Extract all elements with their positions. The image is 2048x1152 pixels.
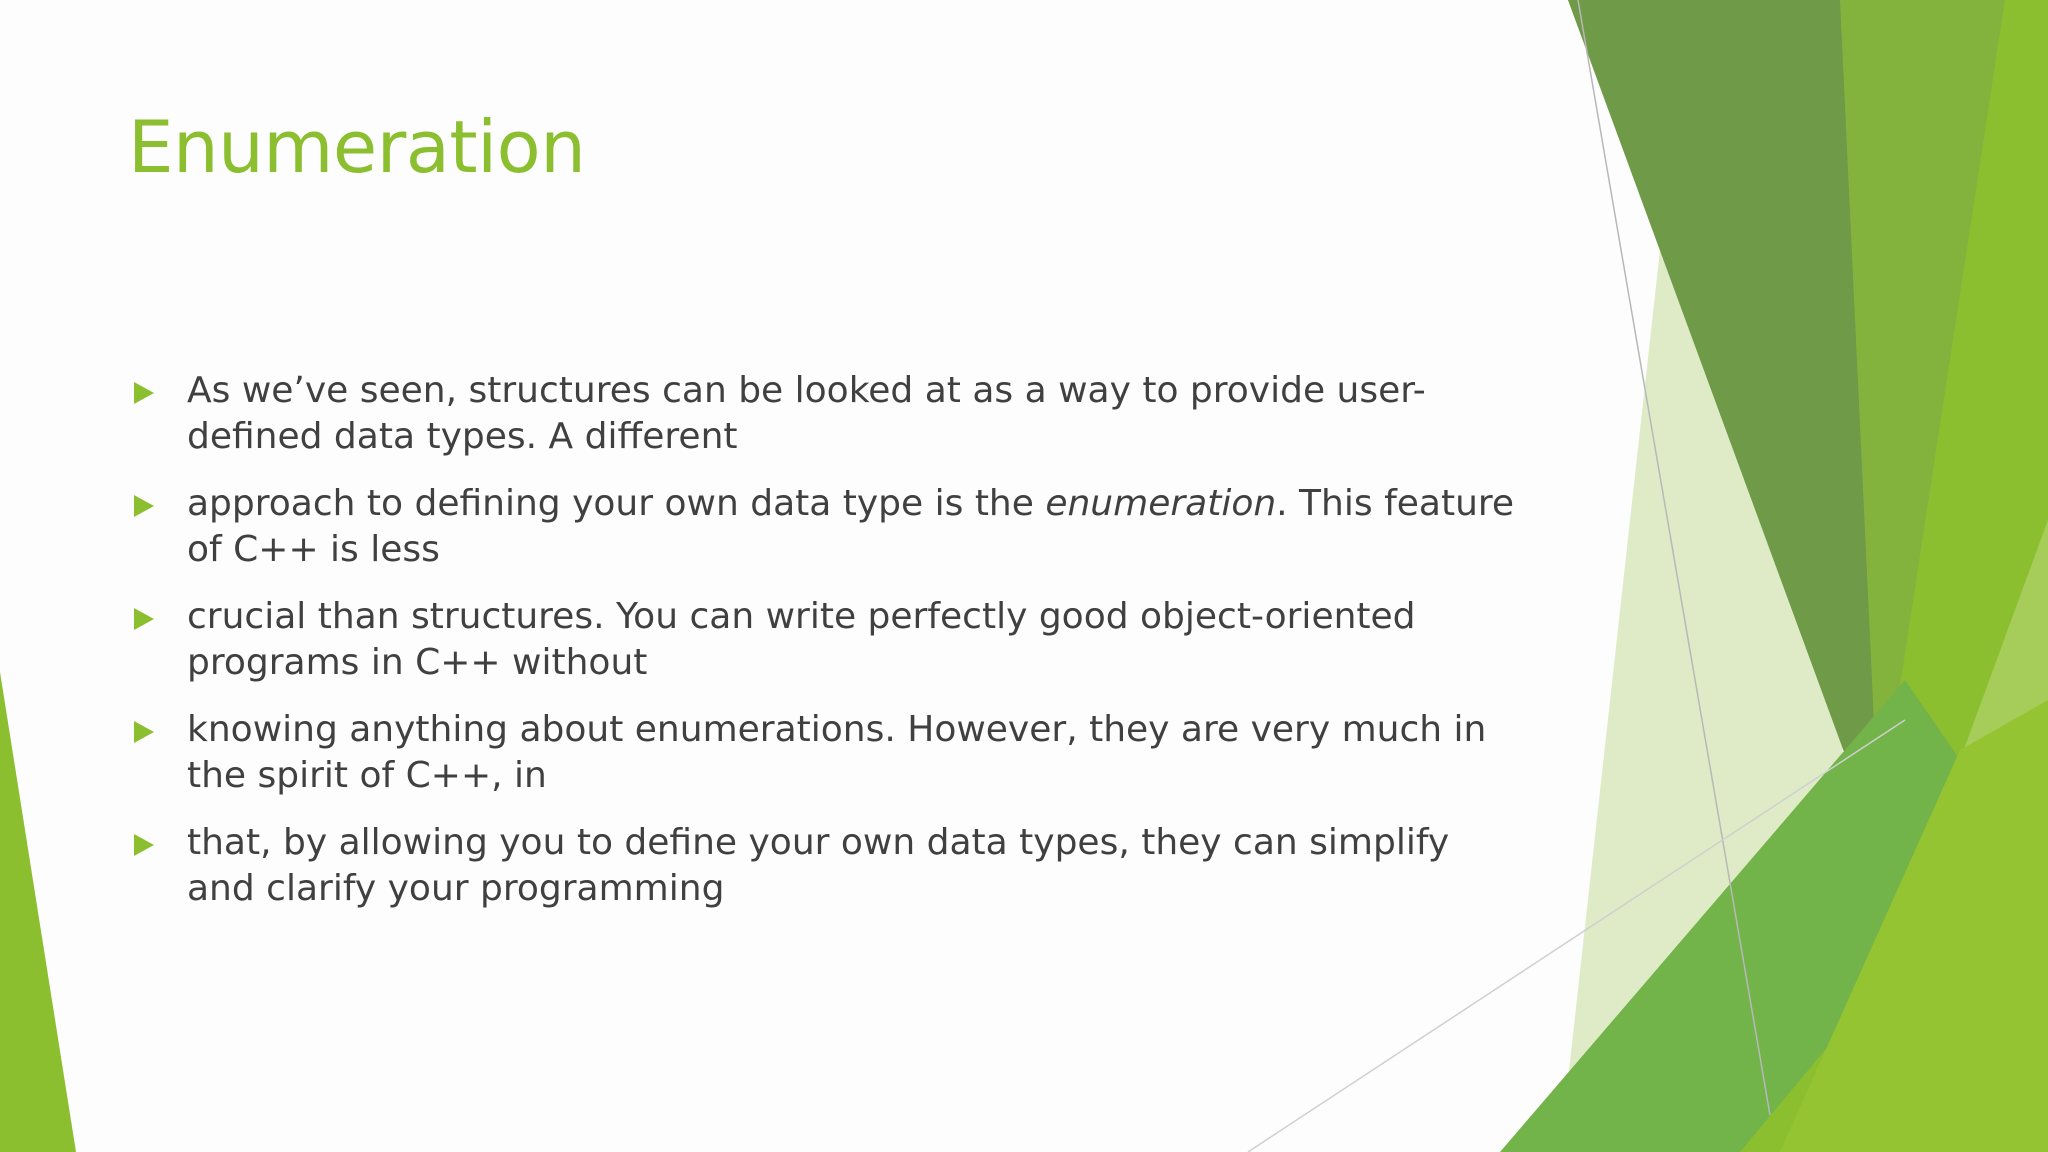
bullet-text: knowing anything about enumerations. However, they are very much in the spirit of C++, in: [187, 709, 1487, 796]
bullet-item: [128, 481, 1528, 573]
triangle-right-icon: [134, 608, 154, 630]
bullet-item: [128, 368, 1528, 460]
bullet-text: crucial than structures. You can write perfectly good object-oriented programs in C++ without: [187, 596, 1416, 683]
left-accent-shape: [0, 672, 76, 1152]
bullet-text: As we’ve seen, structures can be looked at as a way to provide user-defined data types. A different: [187, 370, 1426, 457]
triangle-right-icon: [134, 495, 154, 517]
triangle-right-icon: [134, 721, 154, 743]
bullet-text: that, by allowing you to define your own data types, they can simplify and clarify your programming: [187, 822, 1450, 909]
bullet-emphasis: enumeration: [1045, 483, 1277, 524]
bullet-text-after: . This feature of C++ is less: [187, 483, 1515, 570]
slide-title: Enumeration: [128, 105, 586, 189]
triangle-right-icon: [134, 382, 154, 404]
bullet-item: [128, 594, 1528, 686]
bullet-list: [128, 368, 1528, 933]
bullet-text-before: approach to defining your own data type is the: [187, 483, 1046, 524]
triangle-right-icon: [134, 834, 154, 856]
bullet-item: [128, 707, 1528, 799]
bullet-item: [128, 820, 1528, 912]
